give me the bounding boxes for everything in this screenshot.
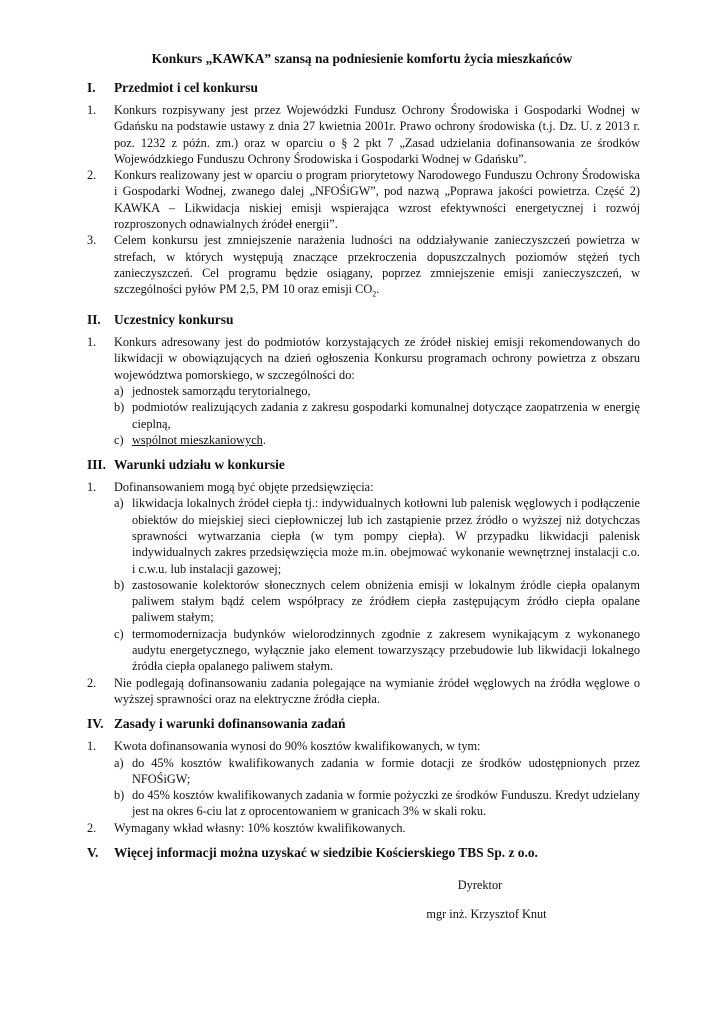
sub-item-text: termomodernizacja budynków wielorodzinnych zgodnie z zakresem wynikającym z wykonanego audytu energetycznego, wyłącznie jako element towarzyszący przebudowie lub likwidacji lokalnego źródła ciepła opalanego paliwem stałym. <box>132 626 640 674</box>
signature-title: Dyrektor <box>457 878 503 892</box>
list-item <box>87 167 640 232</box>
item-text <box>114 232 640 303</box>
sub-item-letter: a) <box>114 755 124 770</box>
sub-item-text: zastosowanie kolektorów słonecznych celem obniżenia emisji w lokalnym źródle ciepła opalanym paliwem stałym bądź celem współpracy ze źródłem ciepła zastępującym źródło ciepła opalane paliwem stałym; <box>132 577 640 625</box>
section-heading-text: Więcej informacji można uzyskać w siedzibie Kościerskiego TBS Sp. z o.o. <box>114 845 538 861</box>
section-heading-text: Uczestnicy konkursu <box>114 312 234 328</box>
item-text: Konkurs realizowany jest w oparciu o program priorytetowy Narodowego Funduszu Ochrony Środowiska i Gospodarki Wodnej, zwanego dalej „NFOŚiGW”, pod nazwą „Poprawa jakości powietrza. Część 2) KAWKA – Likwidacja niskiej emisji wspierająca wzrost efektywności energetycznej i rozwój rozproszonych odnawialnych źródeł energii”. <box>114 168 640 232</box>
sub-item-letter: c) <box>114 626 124 641</box>
section-numeral: IV. <box>87 716 104 732</box>
section-heading-3 <box>87 456 640 474</box>
section-heading-text: Przedmiot i cel konkursu <box>114 80 258 95</box>
underlined-text: wspólnot mieszkaniowych <box>132 432 263 447</box>
sub-list-item <box>114 495 640 576</box>
co2-subscript: 2 <box>372 289 377 299</box>
item-text: Wymagany wkład własny: 10% kosztów kwalifikowanych. <box>114 820 406 835</box>
item-text: Nie podlegają dofinansowaniu zadania polegające na wymianie źródeł węglowych na źródła węglowe o wyższej sprawności oraz na elektryczne źródła ciepła. <box>114 675 640 706</box>
signature-name: mgr inż. Krzysztof Knut <box>426 907 547 921</box>
sub-item-text: jednostek samorządu terytorialnego, <box>132 383 311 398</box>
item-number: 1. <box>87 103 97 117</box>
sub-item-letter: b) <box>114 400 125 415</box>
section-heading-4 <box>87 715 640 733</box>
list-item <box>87 675 640 708</box>
item-text: Dofinansowaniem mogą być objęte przedsięwzięcia: <box>114 480 374 495</box>
sub-item-text: do 45% kosztów kwalifikowanych zadania w formie pożyczki ze środków Funduszu. Kredyt udzielany jest na okres 6-ciu lat z oprocentowaniem w granicach 3% w skali roku. <box>132 788 640 819</box>
sub-item-letter: c) <box>114 432 124 447</box>
sub-list-item <box>114 399 640 432</box>
sub-item-text: do 45% kosztów kwalifikowanych zadania w formie dotacji ze środków udostępnionych przez NFOŚiGW; <box>132 755 640 786</box>
sub-item-text <box>132 432 640 448</box>
sub-list-item <box>114 432 640 448</box>
list-item <box>87 102 640 167</box>
sub-item-letter: b) <box>114 788 125 803</box>
section-heading-text: Zasady i warunki dofinansowania zadań <box>114 716 346 732</box>
section-numeral: II. <box>87 312 101 328</box>
item-text: Konkurs rozpisywany jest przez Wojewódzki Fundusz Ochrony Środowiska i Gospodarki Wodnej w Gdańsku na podstawie ustawy z dnia 27 kwietnia 2001r. Prawo ochrony środowiska (t.j. Dz. U. z 2013 r. poz. 1232 z późn. zm.) oraz w oparciu o § 2 pkt 7 „Zasad udzielania dofinansowania ze środków Wojewódzkiego Funduszu Ochrony Środowiska i Gospodarki Wodnej w Gdańsku”. <box>114 103 640 166</box>
item-text: Kwota dofinansowania wynosi do 90% kosztów kwalifikowanych, w tym: <box>114 739 481 754</box>
sub-list-item <box>114 383 640 399</box>
document-body <box>87 79 640 867</box>
sub-list-item <box>114 626 640 675</box>
sub-list-item <box>114 787 640 820</box>
list-item <box>87 738 640 754</box>
item-number: 2. <box>87 168 97 183</box>
item-number: 2. <box>87 675 97 690</box>
list-item <box>87 232 640 303</box>
item-text: Konkurs adresowany jest do podmiotów korzystających ze źródeł niskiej emisji rekomendowanych do likwidacji w obowiązujących na dzień ogłoszenia Konkursu programach ochrony powietrza z obszaru województwa pomorskiego, w szczególności do: <box>114 335 640 382</box>
item-number: 3. <box>87 233 97 248</box>
list-item <box>87 820 640 836</box>
section-heading-2 <box>87 311 640 329</box>
sub-list-item <box>114 577 640 626</box>
sub-item-letter: b) <box>114 577 125 592</box>
section-heading-5 <box>87 844 640 862</box>
section-numeral: III. <box>87 457 106 473</box>
item-number: 1. <box>87 739 97 754</box>
item-number: 1. <box>87 480 97 495</box>
section-numeral: V. <box>87 845 99 861</box>
item-text-end: . <box>376 282 380 297</box>
section-heading-1 <box>87 79 640 97</box>
sub-item-text: podmiotów realizujących zadania z zakresu gospodarki komunalnej dotyczące zaopatrzenia w energię cieplną, <box>132 400 640 431</box>
list-item <box>87 334 640 383</box>
sub-item-text: likwidacja lokalnych źródeł ciepła tj.: indywidualnych kotłowni lub palenisk węglowych i podłączenie obiektów do miejskiej sieci ciepłowniczej lub ich zastąpienie przez źródło o wyższej niż dotychczas sprawności wytwarzania ciepła (w tym pompy ciepła). W przypadku likwidacji palenisk indywidualnych zakres przedsięwzięcia może m.in. obejmować wykonanie wewnętrznej instalacji c.o. i c.w.u. lub instalacji gazowej; <box>132 496 640 576</box>
section-numeral: I. <box>87 80 96 95</box>
item-number: 1. <box>87 335 97 350</box>
sub-item-text-end: . <box>262 432 266 447</box>
document-title: Konkurs „KAWKA” szansą na podniesienie komfortu życia mieszkańców <box>151 51 573 66</box>
item-text-main: Celem konkursu jest zmniejszenie narażenia ludności na oddziaływanie zanieczyszczeń powietrza w strefach, w których występują znaczące przekroczenia dopuszczalnych poziomów stężeń tych zanieczyszczeń. Cel programu będzie osiągany, poprzez zmniejszenie emisji zanieczyszczeń, w szczególności pyłów PM 2,5, PM 10 oraz emisji CO <box>114 233 640 297</box>
sub-list-item <box>114 755 640 788</box>
sub-item-letter: a) <box>114 383 124 398</box>
list-item <box>87 479 640 495</box>
item-number: 2. <box>87 820 97 835</box>
section-heading-text: Warunki udziału w konkursie <box>114 457 285 473</box>
sub-item-letter: a) <box>114 496 124 511</box>
